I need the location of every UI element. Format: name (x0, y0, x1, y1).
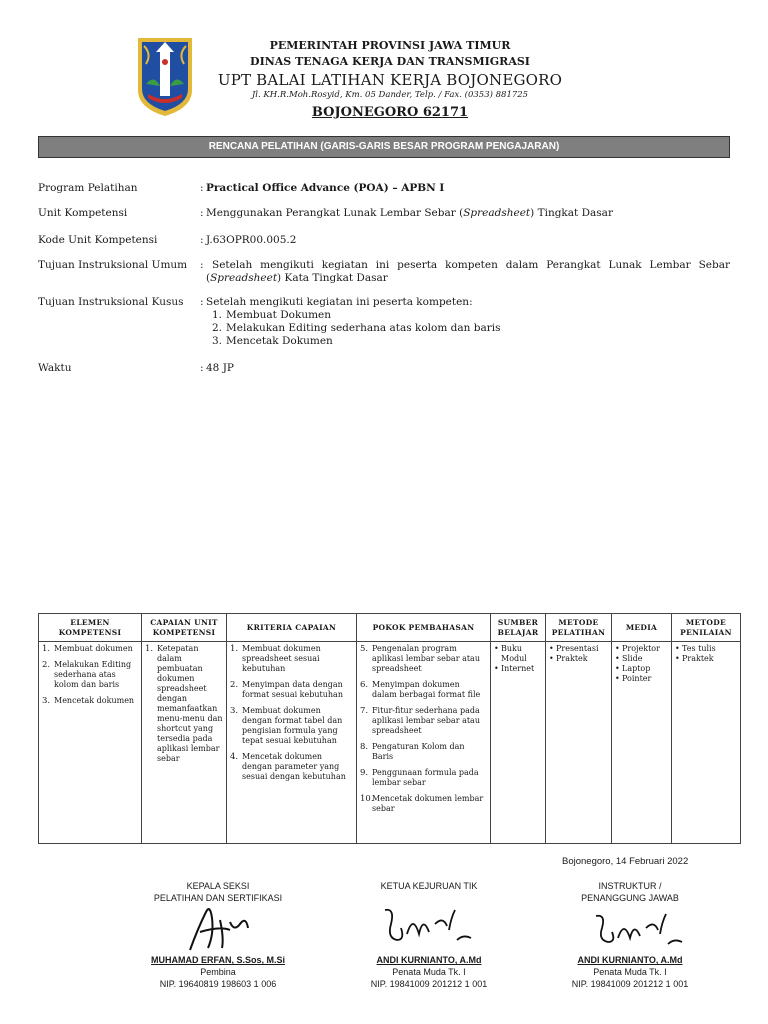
numbered-list (145, 644, 223, 764)
signer-title: PENANGGUNG JAWAB (581, 893, 679, 903)
institution-city: BOJONEGORO 62171 (311, 105, 469, 120)
list-item (360, 706, 487, 736)
list-item (494, 664, 542, 674)
list-item (360, 680, 487, 700)
field-label: Tujuan Instruksional Umum (38, 259, 188, 271)
field-colon: : (200, 259, 204, 271)
list-item-text: Praktek (682, 654, 714, 663)
list-number: 2. (230, 680, 239, 690)
tik-list (212, 309, 730, 348)
list-item-text: Membuat dokumen (54, 644, 133, 653)
list-number: 6. (360, 680, 369, 690)
field-colon: : (200, 296, 204, 308)
column-header: SUMBER BELAJAR (491, 614, 546, 642)
list-item (230, 752, 353, 782)
list-number: 1. (145, 644, 154, 654)
field-label: Program Pelatihan (38, 182, 138, 194)
signer-title: KEPALA SEKSI (186, 881, 250, 891)
signer-title: INSTRUKTUR / (598, 881, 662, 891)
list-item (42, 660, 138, 690)
list-item (615, 674, 668, 684)
list-item-text: Slide (622, 654, 643, 663)
institution-title: UPT BALAI LATIHAN KERJA BOJONEGORO (217, 71, 563, 89)
list-number: 4. (230, 752, 239, 762)
east-java-emblem-logo (134, 34, 196, 118)
signer-name: ANDI KURNIANTO, A.Md (577, 955, 683, 965)
list-item-text: Praktek (556, 654, 588, 663)
list-item-text: Presentasi (556, 644, 599, 653)
numbered-list (360, 644, 487, 814)
field-label: Kode Unit Kompetensi (38, 234, 158, 246)
list-number: 5. (360, 644, 369, 654)
text-part: Menggunakan Perangkat Lunak Lembar Sebar ( (206, 207, 464, 219)
bullet-icon: • (615, 644, 620, 653)
signature-block-ketua-kejuruan (329, 880, 529, 989)
list-item: 2. Melakukan Editing sederhana atas kolom dan baris (212, 322, 501, 334)
list-number: 9. (360, 768, 369, 778)
bullet-icon: • (675, 644, 680, 653)
list-item: 3. Mencetak Dokumen (212, 335, 333, 347)
list-item-text: Fitur-fitur sederhana pada aplikasi lembar sebar atau spreadsheet (372, 706, 480, 735)
list-item-text: Internet (501, 664, 535, 673)
cell-media (612, 642, 672, 844)
column-header: METODE PENILAIAN (672, 614, 741, 642)
list-item-text: Menyimpan dokumen dalam berbagai format file (372, 680, 481, 699)
signer-nip: NIP. 19841009 201212 1 001 (571, 979, 689, 989)
list-number: 1. (42, 644, 51, 654)
numbered-list (230, 644, 353, 782)
table-row (39, 642, 741, 844)
signer-rank: Penata Muda Tk. I (593, 967, 667, 977)
list-item-text: Melakukan Editing sederhana atas kolom dan baris (54, 660, 132, 689)
text-part: ) Tingkat Dasar (530, 207, 613, 219)
list-item-text: Ketepatan dalam pembuatan dokumen spreadsheet dengan memanfaatkan menu-menu dan shortcut yang tersedia pada aplikasi lembar sebar (157, 644, 223, 763)
bullet-list (675, 644, 737, 664)
list-item-text: Laptop (622, 664, 651, 673)
column-header: ELEMEN KOMPETENSI (39, 614, 142, 642)
field-colon: : (200, 207, 204, 219)
signer-rank: Pembina (200, 967, 236, 977)
cell-metode-penilaian (672, 642, 741, 844)
bullet-icon: • (615, 664, 620, 673)
field-colon: : (200, 182, 204, 194)
column-header: METODE PELATIHAN (546, 614, 612, 642)
list-item-text: Pointer (622, 674, 652, 683)
bullet-icon: • (549, 654, 554, 663)
column-header: CAPAIAN UNIT KOMPETENSI (142, 614, 227, 642)
cell-capaian (142, 642, 227, 844)
document-title-banner: RENCANA PELATIHAN (GARIS-GARIS BESAR PROGRAM PENGAJARAN) (38, 136, 730, 158)
list-number: 3. (230, 706, 239, 716)
list-item-text: Tes tulis (682, 644, 716, 653)
signer-name: MUHAMAD ERFAN, S.Sos, M.Si (150, 955, 285, 965)
list-item (360, 742, 487, 762)
handwritten-signature (588, 910, 688, 950)
field-label: Unit Kompetensi (38, 207, 128, 219)
text-part-italic: Spreadsheet (463, 207, 531, 219)
cell-pokok (357, 642, 491, 844)
signer-name: ANDI KURNIANTO, A.Md (376, 955, 482, 965)
institution-address: Jl. KH.R.Moh.Rosyid, Km. 05 Dander, Telp. / Fax. (0353) 881725 (251, 90, 529, 100)
text-part: ( (206, 272, 211, 284)
field-label: Waktu (38, 362, 72, 374)
list-item (549, 644, 608, 654)
list-item (615, 654, 668, 664)
bullet-icon: • (675, 654, 680, 663)
bullet-list (549, 644, 608, 664)
field-value (206, 296, 730, 348)
list-number: 1. (230, 644, 239, 654)
signature-block-instruktur (530, 880, 730, 989)
bullet-icon: • (494, 644, 499, 653)
text-line: Setelah mengikuti kegiatan ini peserta kompeten dalam Perangkat Lunak Lembar Sebar (212, 259, 730, 271)
list-item-text: Menyimpan data dengan format sesuai kebutuhan (242, 680, 343, 699)
list-item (360, 768, 487, 788)
list-item (549, 654, 608, 664)
list-item-text: Mencetak dokumen lembar sebar (372, 794, 484, 813)
field-value: Practical Office Advance (POA) – APBN I (206, 182, 445, 194)
list-item-text: Melakukan Editing sederhana atas kolom dan baris (226, 322, 501, 334)
list-item (230, 680, 353, 700)
cell-kriteria (227, 642, 357, 844)
numbered-list (42, 644, 138, 706)
field-value: 48 JP (206, 362, 234, 374)
column-header: POKOK PEMBAHASAN (357, 614, 491, 642)
text-part: ) Kata Tingkat Dasar (277, 272, 388, 284)
agency-title: DINAS TENAGA KERJA DAN TRANSMIGRASI (250, 55, 530, 68)
list-item (360, 794, 487, 814)
list-item-text: Membuat Dokumen (226, 309, 332, 321)
list-item-text: Penggunaan formula pada lembar sebar (372, 768, 479, 787)
table-header-row (39, 614, 741, 642)
bullet-list (615, 644, 668, 684)
field-value (206, 207, 730, 220)
cell-metode-pelatihan (546, 642, 612, 844)
letterhead (200, 38, 580, 123)
bullet-list (494, 644, 542, 674)
signer-title: KETUA KEJURUAN TIK (380, 881, 478, 891)
bullet-icon: • (615, 674, 620, 683)
list-item-text: Pengaturan Kolom dan Baris (372, 742, 465, 761)
list-number: 2. (42, 660, 51, 670)
list-item (675, 654, 737, 664)
list-item (615, 644, 668, 654)
gbpp-table (38, 613, 741, 844)
list-item-text: Pengenalan program aplikasi lembar sebar atau spreadsheet (372, 644, 480, 673)
list-item (494, 644, 542, 664)
list-number: 3. (42, 696, 51, 706)
list-item (675, 644, 737, 654)
bullet-icon: • (615, 654, 620, 663)
handwritten-signature (176, 898, 266, 956)
list-item-text: Mencetak dokumen dengan parameter yang sesuai dengan kebutuhan (242, 752, 346, 781)
field-colon: : (200, 234, 204, 246)
list-item (360, 644, 487, 674)
list-number: 10. (360, 794, 374, 804)
list-item-text: Buku Modul (501, 644, 527, 663)
list-number: 7. (360, 706, 369, 716)
field-label: Tujuan Instruksional Kusus (38, 296, 184, 308)
field-colon: : (200, 362, 204, 374)
column-header: KRITERIA CAPAIAN (227, 614, 357, 642)
signer-title: PELATIHAN DAN SERTIFIKASI (153, 893, 283, 903)
list-item (145, 644, 223, 764)
bullet-icon: • (494, 664, 499, 673)
list-item (230, 644, 353, 674)
cell-sumber (491, 642, 546, 844)
list-item (42, 644, 138, 654)
bullet-icon: • (549, 644, 554, 653)
list-item-text: Projektor (622, 644, 660, 653)
signer-rank: Penata Muda Tk. I (392, 967, 466, 977)
signature-block-kepala-seksi (118, 880, 318, 989)
text-line: Setelah mengikuti kegiatan ini peserta kompeten: (206, 296, 473, 308)
field-value (206, 259, 730, 285)
list-item: 1. Membuat Dokumen (212, 309, 332, 321)
column-header: MEDIA (612, 614, 672, 642)
signing-date: Bojonegoro, 14 Februari 2022 (562, 856, 689, 867)
list-item-text: Membuat dokumen spreadsheet sesuai kebutuhan (242, 644, 321, 673)
list-item-text: Membuat dokumen dengan format tabel dan pengisian formula yang tepat sesuai kebutuhan (242, 706, 343, 745)
signer-nip: NIP. 19841009 201212 1 001 (370, 979, 488, 989)
cell-elemen (39, 642, 142, 844)
list-number: 8. (360, 742, 369, 752)
list-item (42, 696, 138, 706)
text-part-italic: Spreadsheet (210, 272, 278, 284)
signer-nip: NIP. 19640819 198603 1 006 (159, 979, 277, 989)
list-item-text: Mencetak Dokumen (226, 335, 333, 347)
list-item-text: Mencetak dokumen (54, 696, 135, 705)
handwritten-signature (377, 904, 477, 948)
list-item (230, 706, 353, 746)
government-title: PEMERINTAH PROVINSI JAWA TIMUR (269, 39, 511, 52)
list-item (615, 664, 668, 674)
field-value: J.63OPR00.005.2 (206, 234, 297, 246)
